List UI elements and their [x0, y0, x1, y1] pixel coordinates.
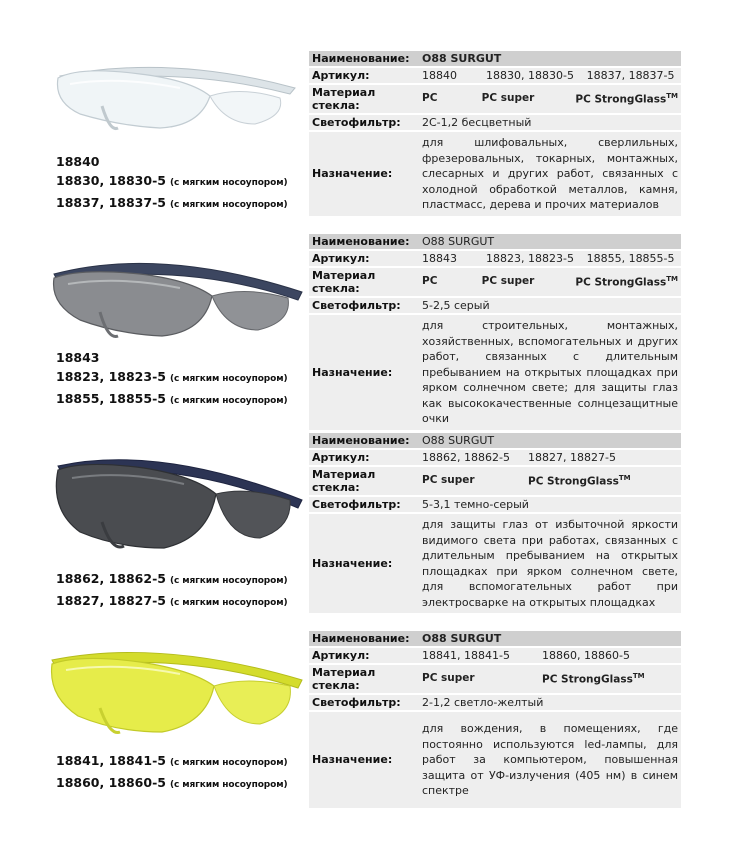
article: 18862, 18862-5 — [422, 451, 510, 464]
material-values — [419, 665, 681, 693]
code-line — [56, 348, 287, 367]
material-label: Материал стекла: — [309, 85, 419, 113]
article: 18855, 18855-5 — [586, 252, 675, 265]
spec-row-name — [309, 631, 681, 646]
article: 18827, 18827-5 — [528, 451, 616, 464]
spec-row-filter — [309, 497, 681, 512]
material-values — [419, 467, 681, 495]
name-value: O88 SURGUT — [419, 234, 681, 249]
trademark: TM — [632, 672, 645, 681]
spec-row-filter — [309, 695, 681, 710]
filter-value: 5-3,1 темно-серый — [419, 497, 681, 512]
article-values — [419, 648, 681, 663]
product-codes — [56, 751, 287, 795]
code-note: (с мягким носоупором) — [169, 598, 288, 608]
purpose-value: для шлифовальных, сверлильных, фрезеровальных, токарных, монтажных, слесарных и других работ, связанных с холодной обработкой металлов, камня, пластмасс, дерева и прочих материалов — [419, 132, 681, 216]
material: PC — [422, 92, 438, 105]
name-label: Наименование: — [309, 234, 419, 249]
article-label: Артикул: — [309, 251, 419, 266]
code: 18843 — [56, 350, 100, 365]
spec-row-purpose — [309, 712, 681, 808]
spec-row-article — [309, 450, 681, 465]
spec-row-name — [309, 433, 681, 448]
material: PC super — [422, 672, 475, 685]
spec-row-article — [309, 68, 681, 83]
material: PC super — [481, 275, 535, 288]
spec-row-purpose — [309, 315, 681, 430]
material: PC super — [422, 474, 475, 487]
article-values — [419, 450, 681, 465]
code: 18860, 18860-5 — [56, 775, 166, 790]
code-line — [56, 751, 287, 773]
name-label: Наименование: — [309, 51, 419, 66]
article: 18823, 18823-5 — [486, 252, 574, 265]
name-value: O88 SURGUT — [419, 51, 681, 66]
material-values — [419, 85, 681, 113]
material-strongglass — [575, 275, 678, 289]
spec-table — [309, 49, 681, 218]
material-label: Материал стекла: — [309, 268, 419, 296]
code-line — [56, 193, 287, 215]
filter-label: Светофильтр: — [309, 695, 419, 710]
grey-glasses-icon — [40, 240, 310, 360]
clear-glasses-image — [40, 36, 310, 156]
material-strongglass — [528, 474, 631, 488]
product-codes — [56, 152, 287, 215]
filter-label: Светофильтр: — [309, 497, 419, 512]
spec-row-filter — [309, 298, 681, 313]
code-note: (с мягким носоупором) — [169, 200, 288, 210]
code-note: (с мягким носоупором) — [169, 576, 288, 586]
material-strongglass — [542, 672, 645, 686]
purpose-label: Назначение: — [309, 132, 419, 216]
spec-table — [309, 629, 681, 810]
article: 18840 — [422, 69, 457, 82]
spec-row-purpose — [309, 132, 681, 216]
article-label: Артикул: — [309, 648, 419, 663]
material-strongglass — [575, 92, 678, 106]
grey-glasses-image — [40, 240, 310, 360]
code-line — [56, 152, 287, 171]
purpose-value: для строительных, монтажных, хозяйственных, вспомогательных и других работ, связанных с длительным пребыванием на открытых площадках при ярком солнечном свете; для защиты глаз как высококачественные солнцезащитные очки — [419, 315, 681, 430]
code-line — [56, 367, 287, 389]
code: 18862, 18862-5 — [56, 571, 166, 586]
spec-row-name — [309, 234, 681, 249]
spec-row-article — [309, 648, 681, 663]
article: 18837, 18837-5 — [586, 69, 675, 82]
code-line — [56, 773, 287, 795]
code-note: (с мягким носоупором) — [169, 758, 288, 768]
trademark: TM — [666, 92, 678, 101]
material: PC — [422, 275, 438, 288]
clear-glasses-icon — [40, 36, 310, 156]
spec-table — [309, 232, 681, 432]
spec-row-purpose — [309, 514, 681, 613]
yellow-glasses-icon — [40, 636, 310, 756]
trademark: TM — [618, 474, 631, 483]
dark-glasses-icon — [40, 444, 310, 564]
article-label: Артикул: — [309, 450, 419, 465]
article-label: Артикул: — [309, 68, 419, 83]
dark-glasses-image — [40, 444, 310, 564]
product-codes — [56, 348, 287, 411]
product-codes — [56, 569, 287, 613]
code: 18827, 18827-5 — [56, 593, 166, 608]
yellow-glasses-image — [40, 636, 310, 756]
spec-table — [309, 431, 681, 615]
code-note: (с мягким носоупором) — [169, 178, 288, 188]
code: 18837, 18837-5 — [56, 195, 166, 210]
spec-row-material — [309, 85, 681, 113]
spec-row-filter — [309, 115, 681, 130]
code-line — [56, 389, 287, 411]
code-note: (с мягким носоупором) — [169, 374, 288, 384]
filter-value: 5-2,5 серый — [419, 298, 681, 313]
material: PC StrongGlass — [528, 475, 619, 488]
code-note: (с мягким носоупором) — [169, 396, 288, 406]
material: PC StrongGlass — [542, 673, 633, 686]
trademark: TM — [666, 275, 678, 284]
spec-row-name — [309, 51, 681, 66]
material-values — [419, 268, 681, 296]
article: 18860, 18860-5 — [542, 649, 630, 662]
filter-label: Светофильтр: — [309, 115, 419, 130]
code: 18855, 18855-5 — [56, 391, 166, 406]
spec-row-material — [309, 665, 681, 693]
article-values — [419, 251, 681, 266]
filter-label: Светофильтр: — [309, 298, 419, 313]
name-label: Наименование: — [309, 433, 419, 448]
material-label: Материал стекла: — [309, 665, 419, 693]
code-note: (с мягким носоупором) — [169, 780, 288, 790]
purpose-label: Назначение: — [309, 514, 419, 613]
name-value: O88 SURGUT — [419, 631, 681, 646]
material: PC super — [481, 92, 535, 105]
spec-row-material — [309, 268, 681, 296]
code: 18823, 18823-5 — [56, 369, 166, 384]
code-line — [56, 591, 287, 613]
purpose-label: Назначение: — [309, 712, 419, 808]
name-value: O88 SURGUT — [419, 433, 681, 448]
code: 18840 — [56, 154, 100, 169]
article: 18830, 18830-5 — [486, 69, 574, 82]
code: 18841, 18841-5 — [56, 753, 166, 768]
article: 18841, 18841-5 — [422, 649, 510, 662]
material-label: Материал стекла: — [309, 467, 419, 495]
name-label: Наименование: — [309, 631, 419, 646]
article-values — [419, 68, 681, 83]
code-line — [56, 171, 287, 193]
spec-row-material — [309, 467, 681, 495]
spec-row-article — [309, 251, 681, 266]
code-line — [56, 569, 287, 591]
material: PC StrongGlass — [575, 93, 667, 106]
purpose-label: Назначение: — [309, 315, 419, 430]
purpose-value: для вождения, в помещениях, где постоянно используются led-лампы, для работ за компьютером, повышенная защита от УФ-излучения (405 нм) в синем спектре — [419, 712, 681, 808]
material: PC StrongGlass — [575, 276, 667, 289]
purpose-value: для защиты глаз от избыточной яркости видимого света при работах, связанных с длительным пребыванием на открытых площадках при ярком солнечном свете, для вспомогательных работ при электросварке на открытых площадках — [419, 514, 681, 613]
code: 18830, 18830-5 — [56, 173, 166, 188]
filter-value: 2С-1,2 бесцветный — [419, 115, 681, 130]
article: 18843 — [422, 252, 457, 265]
filter-value: 2-1,2 светло-желтый — [419, 695, 681, 710]
